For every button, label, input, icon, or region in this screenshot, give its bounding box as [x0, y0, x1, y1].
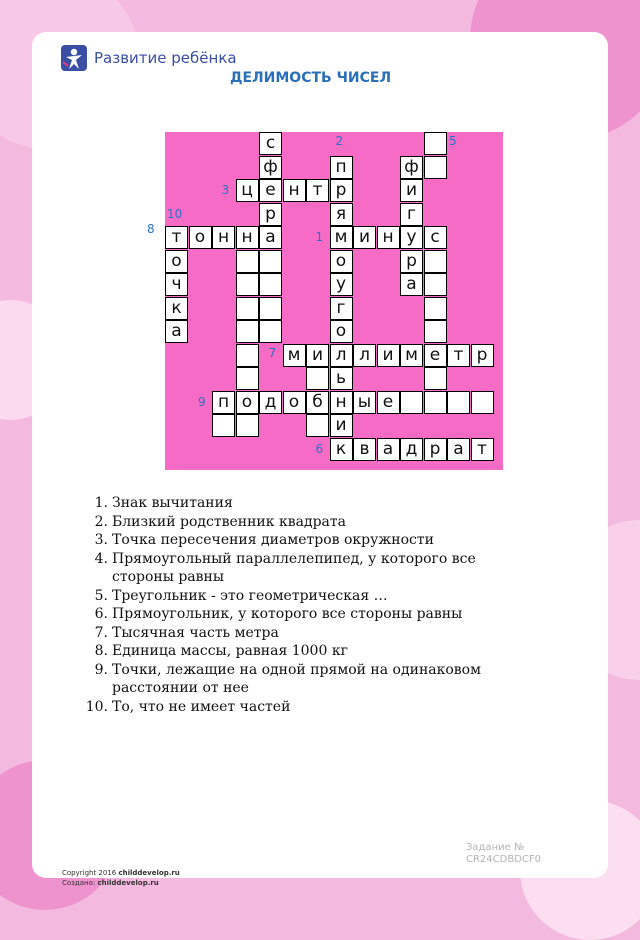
crossword-letter-cell[interactable]: м: [283, 344, 306, 367]
crossword-empty-cell[interactable]: [212, 414, 235, 437]
clue-item-number: 9.: [94, 661, 108, 678]
crossword-letter-cell[interactable]: н: [377, 226, 400, 249]
crossword-empty-cell[interactable]: [259, 273, 282, 296]
crossword-empty-cell[interactable]: [424, 132, 447, 155]
clue-item-number: 3.: [94, 532, 108, 548]
crossword-letter-cell[interactable]: и: [306, 344, 329, 367]
crossword-empty-cell[interactable]: [259, 297, 282, 320]
crossword-empty-cell[interactable]: [259, 320, 282, 343]
crossword-empty-cell[interactable]: [424, 391, 447, 414]
clue-item-number: 8.: [94, 643, 108, 659]
crossword-letter-cell[interactable]: ы: [353, 391, 376, 414]
crossword-letter-cell[interactable]: а: [259, 226, 282, 249]
crossword-letter-cell[interactable]: ф: [400, 156, 423, 179]
clue-item-text: Точка пересечения диаметров окружности: [112, 532, 434, 548]
page-title: ДЕЛИМОСТЬ ЧИСЕЛ: [230, 70, 392, 86]
crossword-empty-cell[interactable]: [424, 297, 447, 320]
clue-item-text: Знак вычитания: [112, 495, 233, 511]
crossword-letter-cell[interactable]: а: [400, 273, 423, 296]
clue-item-text: Близкий родственник квадрата: [112, 513, 346, 530]
crossword-letter-cell[interactable]: т: [306, 179, 329, 202]
crossword-letter-cell[interactable]: а: [447, 438, 470, 461]
clue-item: [70, 494, 540, 513]
crossword-empty-cell[interactable]: [306, 414, 329, 437]
clue-item: [70, 550, 540, 587]
crossword-letter-cell[interactable]: м: [400, 344, 423, 367]
clue-item-text: Тысячная часть метра: [112, 624, 279, 641]
clue-item-number: 2.: [94, 513, 108, 530]
crossword-empty-cell[interactable]: [447, 391, 470, 414]
crossword-empty-cell[interactable]: [236, 414, 259, 437]
crossword-letter-cell[interactable]: е: [377, 391, 400, 414]
crossword-letter-cell[interactable]: ь: [330, 367, 353, 390]
clue-item: [70, 513, 540, 532]
clue-item: [70, 661, 540, 698]
crossword-letter-cell[interactable]: и: [353, 226, 376, 249]
clue-number-2: 2: [335, 134, 344, 148]
crossword-empty-cell[interactable]: [236, 320, 259, 343]
crossword-letter-cell[interactable]: п: [330, 156, 353, 179]
crossword-letter-cell[interactable]: г: [330, 297, 353, 320]
task-number-label: Задание №: [466, 842, 525, 853]
crossword-letter-cell[interactable]: о: [330, 250, 353, 273]
clue-list: [70, 494, 540, 716]
crossword-letter-cell[interactable]: и: [400, 179, 423, 202]
crossword-letter-cell[interactable]: т: [471, 438, 494, 461]
crossword-empty-cell[interactable]: [236, 297, 259, 320]
clue-number-7: 7: [268, 345, 277, 360]
crossword-letter-cell[interactable]: к: [165, 297, 188, 320]
copyright: [62, 868, 180, 888]
crossword-letter-cell[interactable]: н: [212, 226, 235, 249]
crossword-empty-cell[interactable]: [424, 273, 447, 296]
crossword-letter-cell[interactable]: у: [400, 226, 423, 249]
crossword-letter-cell[interactable]: я: [330, 203, 353, 226]
clue-item: [70, 531, 540, 550]
brand-name: Развитие ребёнка: [94, 49, 237, 67]
clue-number-6: 6: [315, 441, 324, 456]
crossword-letter-cell[interactable]: с: [259, 132, 282, 155]
clue-item: [70, 698, 540, 717]
clue-item-text: Точки, лежащие на одной прямой на одинаковом расстоянии от нее: [112, 661, 481, 696]
clue-item-text: Прямоугольный параллелепипед, у которого все стороны равны: [112, 550, 476, 585]
crossword-letter-cell[interactable]: в: [353, 438, 376, 461]
clue-item-text: Единица массы, равная 1000 кг: [112, 643, 348, 659]
crossword-letter-cell[interactable]: у: [330, 273, 353, 296]
clue-number-9: 9: [198, 394, 206, 409]
crossword-letter-cell[interactable]: н: [330, 391, 353, 414]
created-site: childdevelop.ru: [97, 879, 159, 887]
crossword-letter-cell[interactable]: ц: [236, 179, 259, 202]
crossword-letter-cell[interactable]: ч: [165, 273, 188, 296]
crossword-letter-cell[interactable]: о: [236, 391, 259, 414]
clue-number-8: 8: [147, 222, 155, 236]
crossword-letter-cell[interactable]: о: [283, 391, 306, 414]
clue-item-text: Прямоугольник, у которого все стороны равны: [112, 606, 463, 622]
clue-item: [70, 605, 540, 624]
crossword-empty-cell[interactable]: [259, 250, 282, 273]
crossword-empty-cell[interactable]: [236, 250, 259, 273]
created-prefix: Создано:: [62, 879, 98, 887]
crossword-letter-cell[interactable]: о: [330, 320, 353, 343]
crossword-letter-cell[interactable]: о: [189, 226, 212, 249]
crossword-letter-cell[interactable]: д: [400, 438, 423, 461]
crossword-letter-cell[interactable]: к: [330, 438, 353, 461]
crossword-letter-cell[interactable]: о: [165, 250, 188, 273]
clue-number-10: 10: [167, 206, 183, 221]
crossword-letter-cell[interactable]: б: [306, 391, 329, 414]
clue-item: [70, 624, 540, 643]
task-label: [466, 842, 541, 866]
clue-item-text: То, что не имеет частей: [112, 698, 291, 715]
crossword-empty-cell[interactable]: [424, 156, 447, 179]
crossword-letter-cell[interactable]: р: [330, 179, 353, 202]
copyright-prefix: Copyright 2016: [62, 869, 119, 877]
clue-number-5: 5: [449, 134, 457, 148]
crossword-letter-cell[interactable]: м: [330, 226, 353, 249]
crossword-letter-cell[interactable]: а: [165, 320, 188, 343]
clue-item-number: 7.: [94, 624, 108, 641]
task-code: CR24CDBDCF0: [466, 854, 541, 865]
crossword-letter-cell[interactable]: д: [259, 391, 282, 414]
crossword-empty-cell[interactable]: [236, 367, 259, 390]
crossword-letter-cell[interactable]: г: [400, 203, 423, 226]
crossword-empty-cell[interactable]: [424, 250, 447, 273]
clue-item: [70, 642, 540, 661]
crossword-letter-cell[interactable]: т: [165, 226, 188, 249]
clue-item: [70, 587, 540, 606]
crossword-empty-cell[interactable]: [236, 344, 259, 367]
crossword-letter-cell[interactable]: р: [424, 438, 447, 461]
crossword-empty-cell[interactable]: [306, 367, 329, 390]
clue-number-1: 1: [315, 230, 324, 244]
clue-number-3: 3: [221, 183, 230, 197]
crossword-letter-cell[interactable]: р: [471, 344, 494, 367]
crossword-letter-cell[interactable]: р: [259, 203, 282, 226]
crossword-letter-cell[interactable]: и: [330, 414, 353, 437]
crossword-letter-cell[interactable]: е: [424, 344, 447, 367]
crossword-letter-cell[interactable]: п: [212, 391, 235, 414]
crossword-letter-cell[interactable]: е: [259, 179, 282, 202]
crossword-letter-cell[interactable]: л: [330, 344, 353, 367]
crossword-empty-cell[interactable]: [400, 391, 423, 414]
clue-item-number: 6.: [94, 606, 108, 622]
clue-item-number: 4.: [94, 550, 108, 567]
crossword-empty-cell[interactable]: [424, 367, 447, 390]
crossword-letter-cell[interactable]: р: [400, 250, 423, 273]
clue-item-number: 10.: [85, 698, 108, 715]
clue-item-text: Треугольник - это геометрическая …: [112, 587, 388, 604]
crossword-letter-cell[interactable]: л: [353, 344, 376, 367]
crossword-letter-cell[interactable]: т: [447, 344, 470, 367]
crossword-empty-cell[interactable]: [236, 273, 259, 296]
clue-item-number: 1.: [94, 495, 108, 511]
crossword-empty-cell[interactable]: [471, 391, 494, 414]
crossword-letter-cell[interactable]: н: [283, 179, 306, 202]
crossword-letter-cell[interactable]: н: [236, 226, 259, 249]
crossword-letter-cell[interactable]: с: [424, 226, 447, 249]
crossword-letter-cell[interactable]: а: [377, 438, 400, 461]
crossword-letter-cell[interactable]: ф: [259, 156, 282, 179]
clue-item-number: 5.: [94, 587, 108, 604]
crossword-empty-cell[interactable]: [424, 320, 447, 343]
crossword-letter-cell[interactable]: и: [377, 344, 400, 367]
copyright-site: childdevelop.ru: [118, 869, 180, 877]
